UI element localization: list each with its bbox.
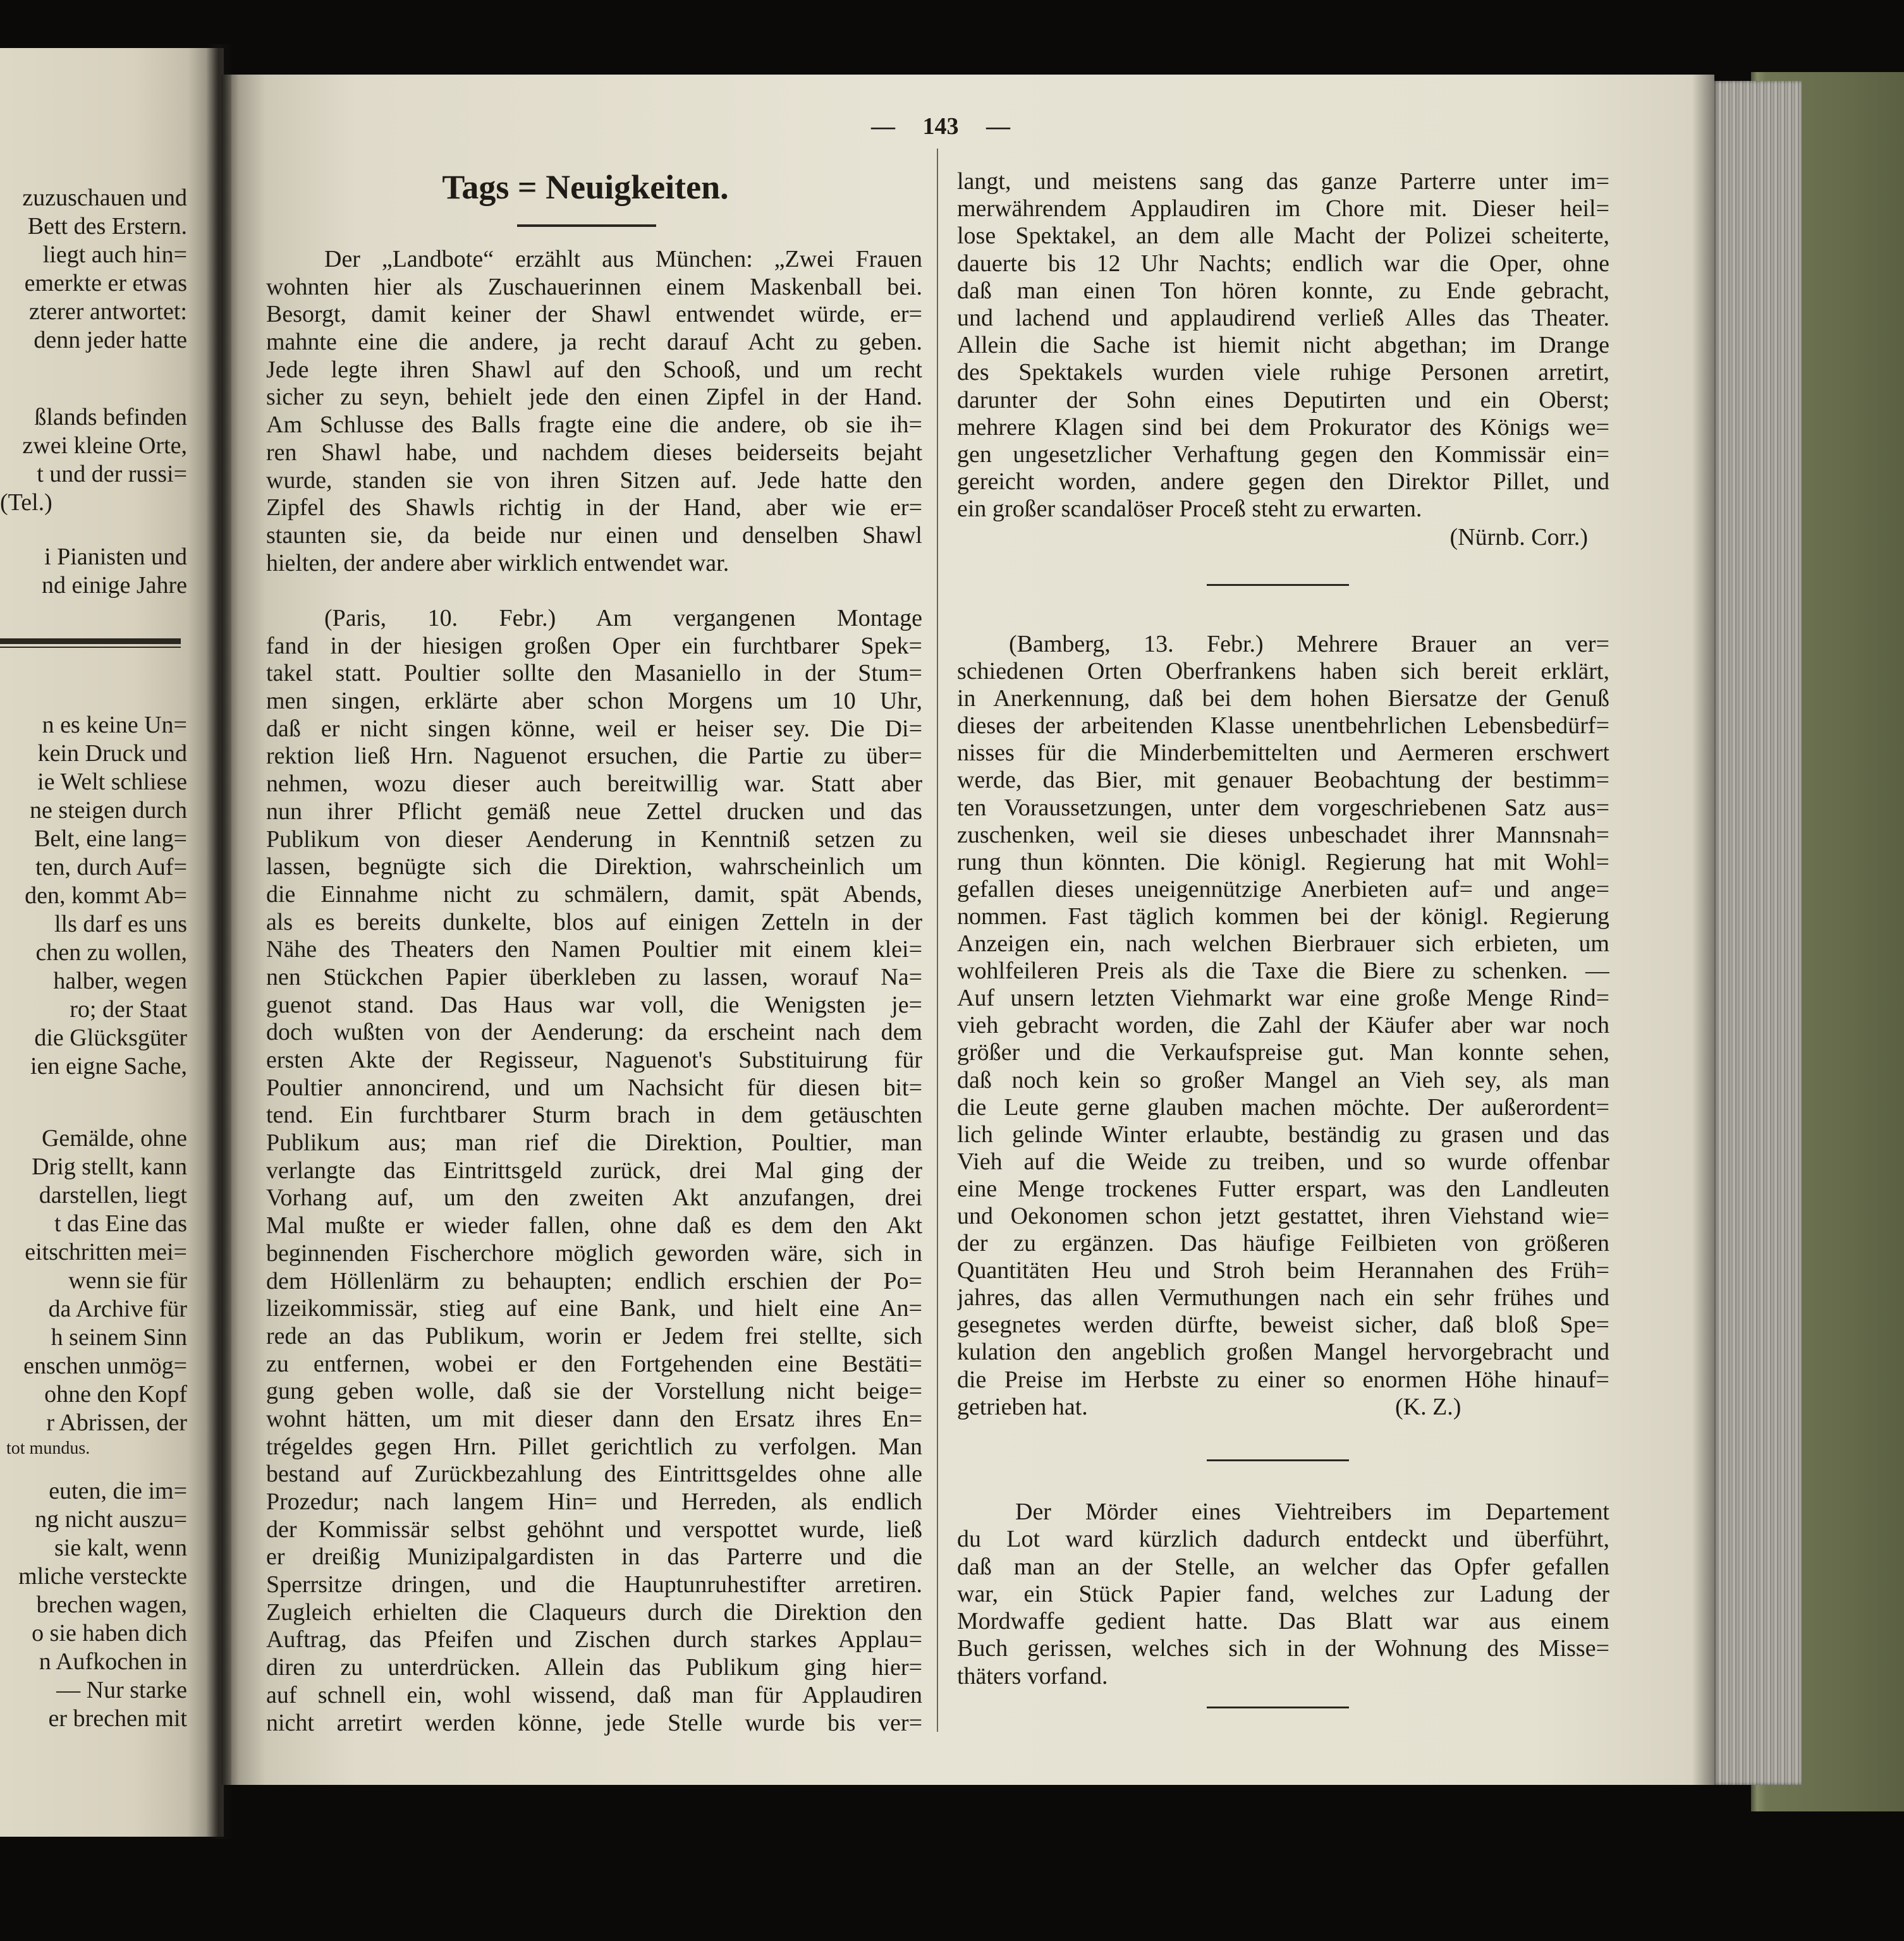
text-line: sicher zu seyn, behielt jede den einen Zipfel in der Hand. (266, 384, 922, 411)
left-page (0, 48, 224, 1837)
text-line: ten, durch Auf= (35, 854, 187, 880)
article-separator-rule (1207, 1707, 1349, 1708)
text-line: (Tel.) (0, 489, 52, 516)
text-line: ten Voraussetzungen, unter dem vorgeschriebenen Satz aus= (957, 794, 1609, 821)
text-line: merwährendem Applaudiren im Chore mit. Dieser heil= (957, 195, 1609, 222)
text-line: mehrere Klagen sind bei dem Prokurator des Königs we= (957, 413, 1609, 441)
text-line: Jede legte ihren Shawl auf den Schooß, und um recht (266, 356, 922, 383)
text-line: Poultier annoncirend, und um Nachsicht für diesen bit= (266, 1074, 922, 1101)
source-citation: (K. Z.) (1395, 1394, 1462, 1420)
text-line: enschen unmög= (23, 1353, 187, 1379)
text-line: nd einige Jahre (41, 572, 187, 599)
text-line: auf schnell ein, wohl wissend, daß man für Applaudiren (266, 1681, 922, 1708)
text-line: ie Welt schliese (37, 769, 187, 795)
text-line: als es bereits dunkelte, blos auf einigen Zetteln in der (266, 908, 922, 935)
text-line: guenot stand. Das Haus war voll, die Wenigsten je= (266, 991, 922, 1018)
text-line: Anzeigen ein, nach welchen Bierbrauer sich erbieten, um (957, 930, 1609, 958)
text-line: t das Eine das (54, 1210, 187, 1237)
text-line: verlangte das Eintrittsgeld zurück, drei Mal ging der (266, 1157, 922, 1184)
text-line: emerkte er etwas (24, 270, 187, 296)
text-line: gesegnetes werden dürfte, beweist sicher, daß bloß Spe= (957, 1311, 1609, 1339)
text-line: doch wußten von der Aenderung: da erscheint nach dem (266, 1019, 922, 1046)
text-line: Der „Landbote“ erzählt aus München: „Zwei Frauen (324, 246, 922, 272)
text-line: (Paris, 10. Febr.) Am vergangenen Montage (324, 605, 922, 631)
double-rule-thin (0, 647, 181, 648)
left-page-fragment-block (0, 184, 187, 355)
text-line: kein Druck und (37, 740, 187, 767)
text-line: darstellen, liegt (39, 1182, 187, 1208)
text-line: dieses der arbeitenden Klasse unentbehrlichen Lebensbedürf= (957, 712, 1609, 739)
right-page (221, 75, 1714, 1785)
text-line: sie kalt, wenn (54, 1535, 187, 1561)
text-line: — Nur starke (56, 1677, 187, 1703)
text-line: zwei kleine Orte, (22, 432, 187, 459)
text-line: werde, das Bier, mit genauer Beobachtung der bestimm= (957, 767, 1609, 794)
text-line: langt, und meistens sang das ganze Parterre unter im= (957, 168, 1609, 195)
text-line: ien eigne Sache, (30, 1053, 187, 1080)
text-line: die Einnahme nicht zu schmälern, damit, spät Abends, (266, 880, 922, 908)
text-line: gefallen dieses uneigennützige Anerbieten auf= und ange= (957, 875, 1609, 903)
text-line: des Spektakels wurden viele ruhige Personen arretirt, (957, 359, 1609, 386)
text-line: nicht arretirt werden könne, jede Stelle wurde bis ver= (266, 1709, 922, 1736)
text-line: h seinem Sinn (51, 1324, 187, 1351)
text-line: Publikum von dieser Aenderung in Kenntniß setzen zu (266, 825, 922, 853)
text-line: Allein die Sache ist hiemit nicht abgethan; im Drange (957, 332, 1609, 359)
text-line: wurde, standen sie von ihren Sitzen auf. Jede hatte den (266, 466, 922, 494)
text-line: Mal mußte er wieder fallen, ohne daß es dem den Akt (266, 1212, 922, 1239)
section-heading: Tags = Neuigkeiten. (442, 168, 729, 206)
text-line: wohnten hier als Zuschauerinnen einem Maskenball bei. (266, 273, 922, 300)
text-line: Publikum aus; man rief die Direktion, Poultier, man (266, 1129, 922, 1157)
text-line: zuschenken, weil sie dieses unbeschadet ihrer Mannsnah= (957, 821, 1609, 848)
page-number: — 143 — (871, 113, 1010, 140)
text-line: die Preise im Herbste zu einer so enormen Höhe hinauf= (957, 1366, 1609, 1393)
article-munich (266, 246, 922, 577)
text-line: Der Mörder eines Viehtreibers im Departement (1015, 1499, 1609, 1525)
text-line: lich gelinde Winter erlaubte, beständig zu grasen und das (957, 1121, 1609, 1148)
text-line: rung thun könnten. Die königl. Regierung hat mit Wohl= (957, 848, 1609, 875)
text-line: ein großer scandalöser Proceß steht zu erwarten. (957, 496, 1422, 523)
text-line: bestand auf Zurückbezahlung des Eintrittsgeldes ohne alle (266, 1461, 922, 1488)
text-line: rede an das Publikum, worin er Jedem frei stellte, sich (266, 1322, 922, 1349)
text-line: tend. Ein furchtbarer Sturm brach in dem getäuschten (266, 1102, 922, 1129)
text-line: n Aufkochen in (39, 1648, 187, 1675)
text-line: (Bamberg, 13. Febr.) Mehrere Brauer an ver= (1009, 631, 1609, 657)
text-line: fand in der hiesigen großen Oper ein furchtbarer Spek= (266, 632, 922, 659)
text-line: Vieh auf die Weide zu treiben, und so wurde offenbar (957, 1148, 1609, 1175)
text-line: vieh gebracht worden, die Zahl der Käufer aber war noch (957, 1012, 1609, 1039)
text-line: den, kommt Ab= (25, 882, 187, 909)
text-line: ersten Akte der Regisseur, Naguenot's Substituirung für (266, 1047, 922, 1073)
text-line: beginnenden Fischerchore möglich geworden wäre, sich in (266, 1239, 922, 1267)
text-line: i Pianisten und (44, 544, 187, 570)
text-line: war, ein Stück Papier fand, welches zur Ladung der (957, 1580, 1609, 1607)
text-line: nen Stückchen Papier überkleben zu lassen, worauf Na= (266, 963, 922, 990)
text-line: Sperrsitze dringen, und die Hauptunruhestifter arretiren. (266, 1571, 922, 1598)
text-line: lassen, begnügte sich die Direktion, wahrscheinlich um (266, 853, 922, 880)
text-line: gen ungesetzlicher Verhaftung gegen den Kommissär ein= (957, 441, 1609, 468)
text-line: ren Shawl habe, und nachdem dieses beiderseits bejaht (266, 439, 922, 466)
text-line: brechen wagen, (36, 1591, 187, 1618)
text-line: der zu ergänzen. Das häufige Feilbieten von größeren (957, 1230, 1609, 1257)
text-line: dauerte bis 12 Uhr Nachts; endlich war die Oper, ohne (957, 250, 1609, 277)
text-line: Am Schlusse des Balls fragte eine die andere, ob sie ih= (266, 411, 922, 439)
text-line: ng nicht auszu= (35, 1506, 187, 1533)
article-lot (957, 1499, 1609, 1690)
text-line: hielten, der andere aber wirklich entwendet war. (266, 549, 729, 576)
left-page-fragment-block (0, 543, 187, 600)
text-line: nun ihrer Pflicht gemäß neue Zettel drucken und das (266, 798, 922, 825)
text-line: nehmen, wozu dieser auch bereitwillig war. Statt aber (266, 770, 922, 798)
left-page-fragment-block (0, 711, 187, 1081)
column-divider (937, 149, 938, 1732)
text-line: mliche versteckte (18, 1563, 187, 1590)
text-line: thäters vorfand. (957, 1662, 1108, 1689)
text-line: mahnte eine die andere, ja recht darauf Acht zu geben. (266, 329, 922, 356)
text-line: wohlfeileren Preis als die Taxe die Biere zu schenken. — (957, 958, 1609, 985)
heading-rule (517, 224, 656, 227)
text-line: trégeldes gegen Hrn. Pillet gerichtlich zu verfolgen. Man (266, 1433, 922, 1460)
article-paris-continued (957, 168, 1609, 523)
text-line: der Kommissär selbst gehöhnt und verspottet wurde, ließ (266, 1516, 922, 1543)
text-line: Auftrag, das Pfeifen und Zischen durch starkes Applau= (266, 1626, 922, 1653)
text-line: eine Menge trockenes Futter erspart, was den Landleuten (957, 1175, 1609, 1202)
book-gutter (206, 44, 231, 1839)
text-line: kulation den angeblich großen Mangel hervorgebracht und (957, 1339, 1609, 1366)
text-line: zu entfernen, wobei er den Fortgehenden eine Bestäti= (266, 1350, 922, 1377)
text-line: euten, die im= (49, 1478, 187, 1504)
text-line: liegt auch hin= (42, 241, 187, 268)
text-line: und lachend und applaudirend verließ Alles das Theater. (957, 304, 1609, 331)
text-line: men singen, erklärte aber schon Morgens um 10 Uhr, (266, 688, 922, 715)
text-line: die Leute gerne glauben machen möchte. Der außerordent= (957, 1093, 1609, 1121)
text-line: daß noch kein so großer Mangel an Vieh sey, als man (957, 1066, 1609, 1093)
text-line: n es keine Un= (42, 712, 187, 738)
double-rule-thick (0, 638, 181, 644)
text-line: dem Höllenlärm zu behaupten; endlich erschien der Po= (266, 1267, 922, 1294)
text-line: ne steigen durch (29, 797, 187, 824)
text-line: Besorgt, damit keiner der Shawl entwendet würde, er= (266, 301, 922, 328)
left-page-fragment-block (0, 403, 187, 517)
text-line: Gemälde, ohne (41, 1125, 187, 1152)
text-line: Vorhang auf, um den zweiten Akt anzufangen, drei (266, 1184, 922, 1212)
article-separator-rule (1207, 584, 1349, 586)
text-line: lls darf es uns (54, 911, 187, 937)
text-line: Prozedur; nach langem Hin= und Herreden, als endlich (266, 1488, 922, 1515)
text-line: lose Spektakel, an dem alle Macht der Polizei scheiterte, (957, 222, 1609, 250)
text-line: er dreißig Munizipalgardisten in das Parterre und die (266, 1543, 922, 1571)
text-line: wohnt hätten, um mit dieser dann den Ersatz ihres En= (266, 1405, 922, 1432)
text-line: Drig stellt, kann (32, 1153, 187, 1180)
text-line: ßlands befinden (34, 404, 187, 430)
text-line: Quantitäten Heu und Stroh beim Herannahen des Früh= (957, 1257, 1609, 1284)
text-line: schiedenen Orten Oberfrankens haben sich bereit erklärt, (957, 658, 1609, 685)
text-line: nisses für die Minderbemittelten und Aermeren erschwert (957, 739, 1609, 767)
text-line: Mordwaffe gedient hatte. Das Blatt war aus einem (957, 1608, 1609, 1635)
text-line: nommen. Fast täglich kommen bei der königl. Regierung (957, 903, 1609, 930)
text-line: und Oekonomen schon jetzt gestattet, ihren Viehstand wie= (957, 1202, 1609, 1229)
text-line: denn jeder hatte (34, 327, 187, 353)
text-line: diren zu unterdrücken. Allein das Publikum ging hier= (266, 1654, 922, 1681)
text-line: Zipfel des Shawls richtig in der Hand, aber wie er= (266, 494, 922, 521)
text-line: er brechen mit (48, 1705, 187, 1732)
text-line: Belt, eine lang= (34, 825, 187, 852)
text-line: gung geben wolle, daß sie der Vorstellung nicht beige= (266, 1378, 922, 1405)
text-line: die Glücksgüter (34, 1025, 187, 1051)
text-line: jahres, das allen Vermuthungen nach ein sehr frühes und (957, 1284, 1609, 1311)
text-line: darunter der Sohn eines Deputirten und ein Oberst; (957, 386, 1609, 413)
text-line: takel statt. Poultier sollte den Masaniello in der Stum= (266, 660, 922, 687)
text-line: daß er nicht singen könne, weil er heiser sey. Die Di= (266, 715, 922, 742)
text-line: zterer antwortet: (28, 298, 187, 325)
text-line: du Lot ward kürzlich dadurch entdeckt und überführt, (957, 1526, 1609, 1553)
source-citation: (Nürnb. Corr.) (1449, 524, 1588, 551)
text-line: daß man an der Stelle, an welcher das Opfer gefallen (957, 1553, 1609, 1580)
text-line: rektion ließ Hrn. Naguenot ersuchen, die Partie zu über= (266, 743, 922, 770)
text-line: halber, wegen (53, 968, 187, 994)
text-line: eitschritten mei= (25, 1239, 187, 1265)
text-line: getrieben hat. (957, 1393, 1088, 1420)
text-line: Buch gerissen, welches sich in der Wohnung des Misse= (957, 1635, 1609, 1662)
text-line: lizeikommissär, stieg auf eine Bank, und hielt eine An= (266, 1295, 922, 1322)
text-line: Bett des Erstern. (27, 213, 187, 240)
article-separator-rule (1207, 1459, 1349, 1461)
text-line: tot mundus. (6, 1439, 90, 1458)
page-edges (1712, 81, 1802, 1785)
left-page-fragment-block (0, 1477, 187, 1733)
text-line: größer und die Verkaufspreise gut. Man konnte sehen, (957, 1039, 1609, 1066)
left-page-fragment-block (0, 1124, 187, 1459)
text-line: ohne den Kopf (44, 1381, 187, 1408)
text-line: in Anerkennung, daß bei dem hohen Biersatze der Genuß (957, 685, 1609, 712)
text-line: da Archive für (48, 1296, 187, 1322)
text-line: Auf unsern letzten Viehmarkt war eine große Menge Rind= (957, 985, 1609, 1012)
text-line: gereicht worden, andere gegen den Direktor Pillet, und (957, 468, 1609, 496)
article-bamberg (957, 631, 1609, 1421)
text-line: r Abrissen, der (46, 1409, 187, 1436)
text-line: chen zu wollen, (35, 939, 187, 966)
text-line: daß man einen Ton hören konnte, zu Ende gebracht, (957, 277, 1609, 304)
text-line: wenn sie für (68, 1267, 187, 1294)
text-line: Nähe des Theaters den Namen Poultier mit einem klei= (266, 936, 922, 963)
text-line: ro; der Staat (70, 996, 187, 1023)
article-paris (266, 605, 922, 1737)
text-line: t und der russi= (37, 461, 187, 487)
text-line: staunten sie, da beide nur einen und denselben Shawl (266, 521, 922, 549)
text-line: o sie haben dich (32, 1620, 187, 1646)
text-line: zuzuschauen und (22, 185, 187, 211)
text-line: Zugleich erhielten die Claqueurs durch die Direktion den (266, 1598, 922, 1626)
